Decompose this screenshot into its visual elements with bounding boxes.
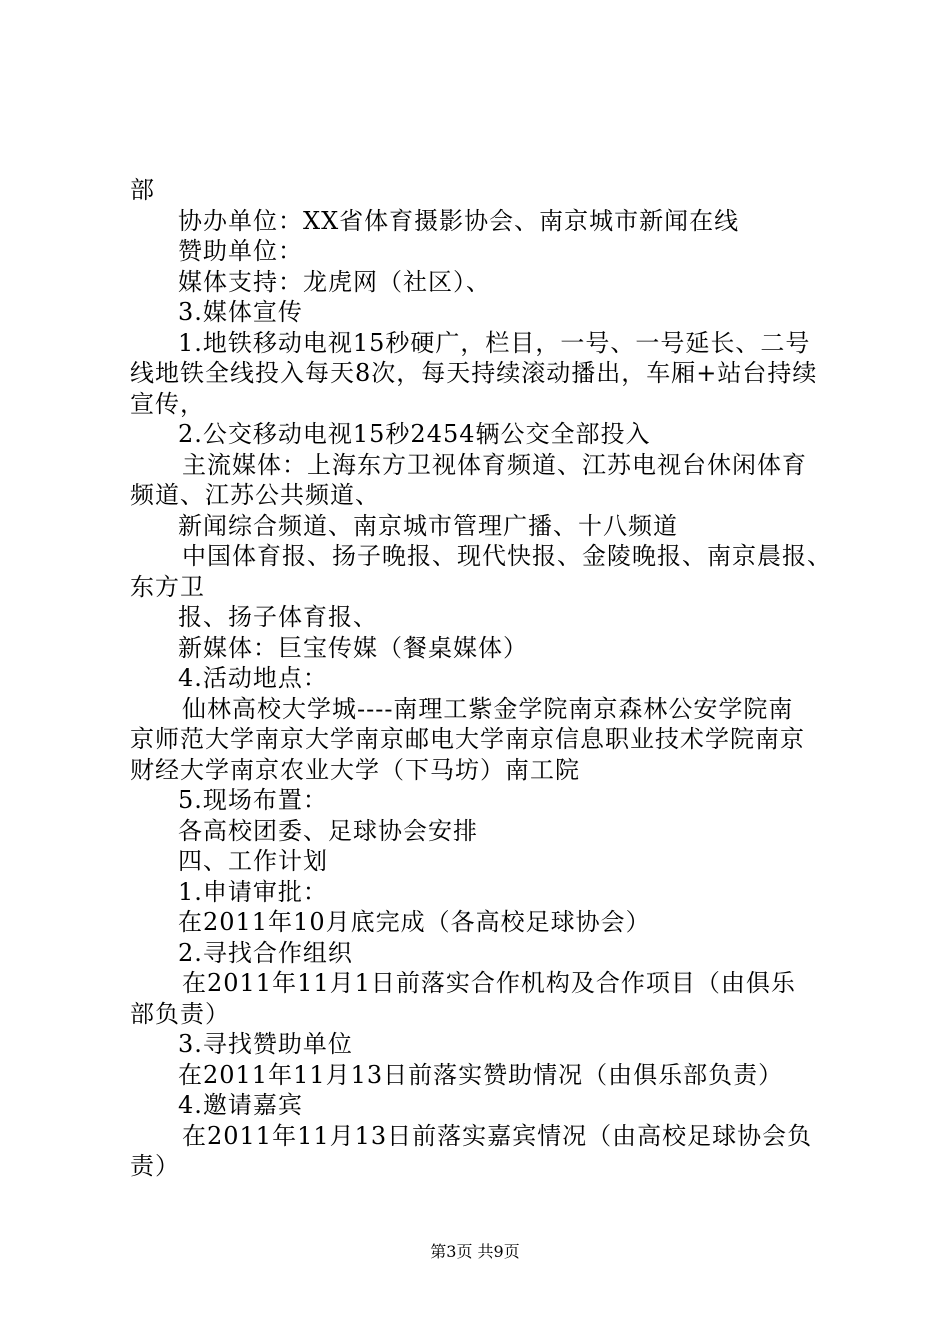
text-line: 在2011年10月底完成（各高校足球协会） <box>178 908 651 936</box>
text-line: 频道、江苏公共频道、 <box>130 481 380 509</box>
text-line: 在2011年11月1日前落实合作机构及合作项目（由俱乐 <box>182 969 796 997</box>
text-line: 中国体育报、扬子晚报、现代快报、金陵晚报、南京晨报、 <box>182 542 832 570</box>
text-line: 各高校团委、足球协会安排 <box>178 816 478 845</box>
text-line: 3.媒体宣传 <box>178 298 303 326</box>
text-line: 财经大学南京农业大学（下马坊）南工院 <box>130 755 580 784</box>
text-line: 4.活动地点： <box>178 664 328 692</box>
text-line: 4.邀请嘉宾 <box>178 1091 303 1119</box>
text-line: 新闻综合频道、南京城市管理广播、十八频道 <box>178 511 678 540</box>
text-line: 5.现场布置： <box>178 786 328 814</box>
text-line: 京师范大学南京大学南京邮电大学南京信息职业技术学院南京 <box>130 725 805 753</box>
text-line: 责） <box>130 1152 180 1180</box>
text-line: 在2011年11月13日前落实嘉宾情况（由高校足球协会负 <box>182 1121 813 1150</box>
text-line: 部 <box>130 176 155 204</box>
text-line: 主流媒体：上海东方卫视体育频道、江苏电视台休闲体育 <box>182 450 807 479</box>
text-line: 1.申请审批： <box>178 877 328 906</box>
text-line: 四、工作计划 <box>178 847 328 875</box>
text-line: 部负责） <box>130 999 230 1028</box>
page-number-footer: 第3页 共9页 <box>430 1242 520 1261</box>
text-line: 宣传， <box>130 389 205 418</box>
text-line: 3.寻找赞助单位 <box>178 1030 353 1058</box>
text-line: 新媒体：巨宝传媒（餐桌媒体） <box>178 633 528 662</box>
text-line: 1.地铁移动电视15秒硬广，栏目，一号、一号延长、二号 <box>178 328 811 357</box>
text-line: 2.公交移动电视15秒2454辆公交全部投入 <box>178 420 651 448</box>
text-line: 媒体支持：龙虎网（社区）、 <box>178 267 491 296</box>
text-line: 赞助单位： <box>178 237 303 265</box>
text-line: 在2011年11月13日前落实赞助情况（由俱乐部负责） <box>178 1060 784 1089</box>
text-line: 2.寻找合作组织 <box>178 938 353 967</box>
text-line: 线地铁全线投入每天8次，每天持续滚动播出，车厢+站台持续 <box>130 359 818 387</box>
text-line: 报、扬子体育报、 <box>178 603 378 631</box>
text-line: 协办单位：XX省体育摄影协会、南京城市新闻在线 <box>178 206 740 235</box>
text-line: 仙林高校大学城----南理工紫金学院南京森林公安学院南 <box>182 694 794 723</box>
text-line: 东方卫 <box>130 572 205 601</box>
document-body <box>130 175 840 1182</box>
